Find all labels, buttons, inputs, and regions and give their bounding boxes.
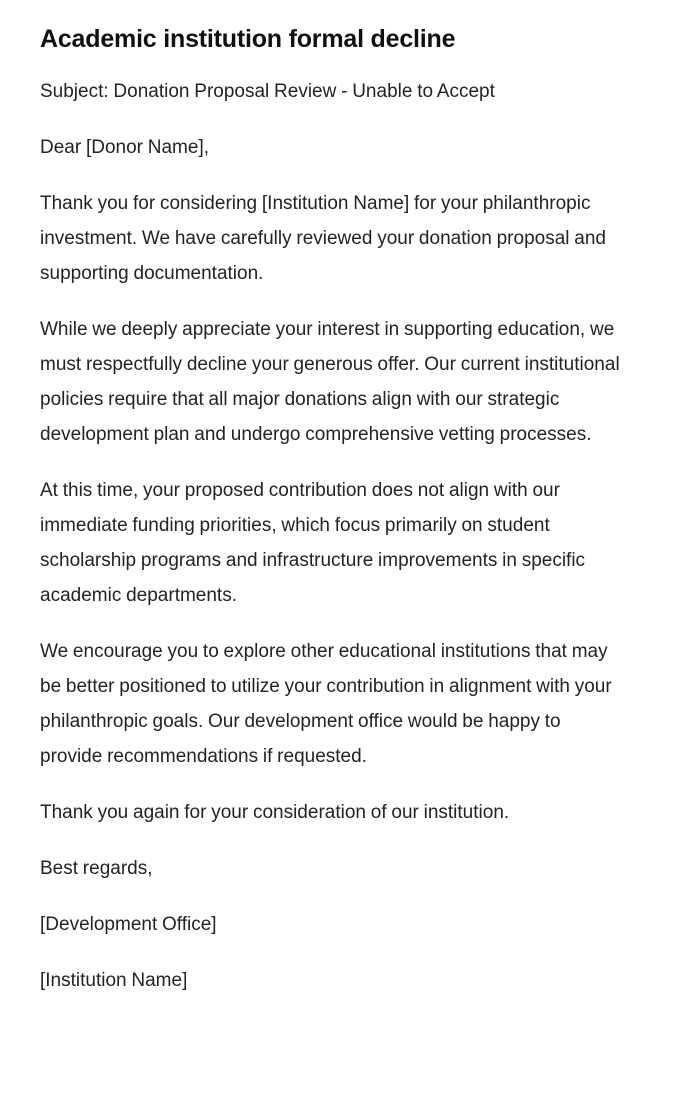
signature-institution: [Institution Name] <box>40 970 188 991</box>
body-paragraph-2: While we deeply appreciate your interest in supporting education, we must respectfully decline your generous offer. Our current institutional policies require that all major donations align with our strategic development plan and undergo comprehensive vetting processes. <box>40 319 620 445</box>
body-paragraph-1: Thank you for considering [Institution Name] for your philanthropic investment. We have carefully reviewed your donation proposal and supporting documentation. <box>40 193 606 284</box>
subject-line: Subject: Donation Proposal Review - Unable to Accept <box>40 81 495 102</box>
body-paragraph-3: At this time, your proposed contribution does not align with our immediate funding priorities, which focus primarily on student scholarship programs and infrastructure improvements in specific academic departments. <box>40 480 586 606</box>
closing-line: Best regards, <box>40 858 153 879</box>
page-title: Academic institution formal decline <box>40 25 456 53</box>
body-paragraph-5: Thank you again for your consideration of our institution. <box>40 802 510 823</box>
signature-office: [Development Office] <box>40 914 217 935</box>
body-paragraph-4: We encourage you to explore other educational institutions that may be better positioned to utilize your contribution in alignment with your philanthropic goals. Our development office would be happy to provide recommendations if requested. <box>40 641 612 767</box>
letter-body <box>40 74 660 998</box>
salutation: Dear [Donor Name], <box>40 137 210 158</box>
